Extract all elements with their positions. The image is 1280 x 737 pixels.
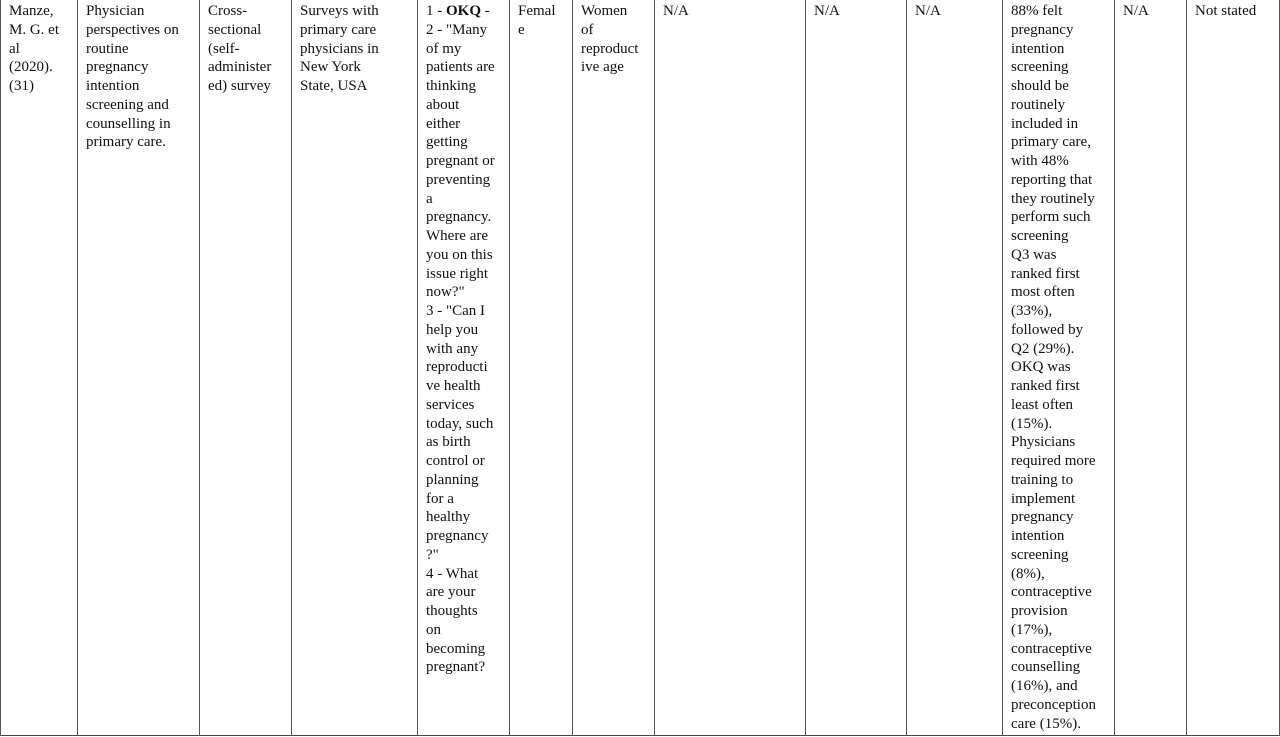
question-line: you on this bbox=[426, 246, 493, 263]
cell-study-title bbox=[78, 0, 199, 737]
title-line: routine bbox=[86, 40, 129, 57]
findings-line: (17%), bbox=[1011, 621, 1053, 638]
setting-line: Surveys with bbox=[300, 3, 379, 19]
title-line: primary care. bbox=[86, 134, 166, 151]
findings-line: with 48% bbox=[1011, 153, 1069, 169]
title-line: perspectives on bbox=[86, 21, 179, 38]
question-line: control or bbox=[426, 453, 485, 469]
question-line: patients are bbox=[426, 59, 495, 76]
question-line: Where are bbox=[426, 228, 489, 244]
title-line: counselling in bbox=[86, 115, 171, 132]
question-line: with any bbox=[426, 340, 479, 357]
question-line: issue right bbox=[426, 265, 489, 282]
findings-line: counselling bbox=[1011, 659, 1081, 676]
question-line: help you bbox=[426, 321, 479, 338]
author-line: al bbox=[9, 40, 20, 57]
population-line: reproduct bbox=[581, 40, 639, 57]
question-line: 2 - "Many bbox=[426, 21, 488, 38]
sex-line: e bbox=[518, 21, 525, 38]
question-line: ve health bbox=[426, 378, 481, 394]
findings-line: (16%), and bbox=[1011, 678, 1078, 694]
findings-line: (15%). bbox=[1011, 415, 1053, 432]
population-line: ive age bbox=[581, 59, 624, 76]
author-line: Manze, bbox=[9, 3, 54, 19]
col9-value: N/A bbox=[814, 3, 840, 19]
cell-col13 bbox=[1187, 0, 1279, 737]
design-line: administer bbox=[208, 59, 272, 76]
findings-line: contraceptive bbox=[1011, 584, 1092, 601]
findings-line: 88% felt bbox=[1011, 3, 1063, 19]
cell-sex bbox=[510, 0, 572, 737]
population-line: of bbox=[581, 21, 594, 38]
findings-line: implement bbox=[1011, 490, 1076, 507]
findings-line: should be bbox=[1011, 78, 1069, 94]
col10-value: N/A bbox=[915, 3, 941, 19]
findings-line: routinely bbox=[1011, 96, 1066, 113]
title-line: screening and bbox=[86, 96, 169, 113]
question-line: getting bbox=[426, 134, 468, 151]
setting-line: State, USA bbox=[300, 78, 368, 94]
findings-line: Q3 was bbox=[1011, 246, 1057, 263]
title-line: pregnancy bbox=[86, 59, 149, 76]
cell-col10 bbox=[907, 0, 1002, 737]
cell-author bbox=[1, 0, 77, 737]
question-line: are your bbox=[426, 584, 476, 601]
question-line: either bbox=[426, 115, 461, 132]
design-line: sectional bbox=[208, 21, 262, 38]
findings-line: followed by bbox=[1011, 321, 1084, 338]
author-line: (31) bbox=[9, 78, 34, 94]
findings-line: ranked first bbox=[1011, 265, 1080, 282]
findings-line: (33%), bbox=[1011, 303, 1053, 319]
question-line: about bbox=[426, 96, 460, 113]
title-line: Physician bbox=[86, 3, 145, 19]
findings-line: most often bbox=[1011, 284, 1075, 301]
findings-line: they routinely bbox=[1011, 190, 1095, 207]
question-line: now?" bbox=[426, 284, 465, 301]
author-line: M. G. et bbox=[9, 21, 59, 38]
findings-line: preconception bbox=[1011, 696, 1096, 713]
question-line: services bbox=[426, 396, 475, 413]
findings-line: Q2 (29%). bbox=[1011, 340, 1075, 357]
question-line: reproducti bbox=[426, 359, 488, 376]
q1-okq-label: OKQ bbox=[446, 3, 482, 19]
cell-col12 bbox=[1115, 0, 1186, 737]
findings-line: screening bbox=[1011, 546, 1069, 563]
findings-line: pregnancy bbox=[1011, 21, 1074, 38]
setting-line: primary care bbox=[300, 21, 377, 38]
findings-line: primary care, bbox=[1011, 134, 1091, 151]
q1-prefix: 1 - bbox=[426, 3, 446, 19]
findings-line: least often bbox=[1011, 396, 1074, 413]
cell-col9 bbox=[806, 0, 906, 737]
setting-line: physicians in bbox=[300, 40, 379, 57]
findings-line: OKQ was bbox=[1011, 359, 1071, 376]
question-line: 3 - "Can I bbox=[426, 303, 486, 319]
question-line: pregnant or bbox=[426, 153, 495, 169]
cell-setting bbox=[292, 0, 417, 737]
cell-study-design bbox=[200, 0, 291, 737]
findings-line: (8%), bbox=[1011, 565, 1045, 582]
cell-findings bbox=[1003, 0, 1114, 737]
question-line: preventing bbox=[426, 171, 491, 188]
question-line: pregnant? bbox=[426, 659, 486, 676]
findings-line: required more bbox=[1011, 453, 1096, 469]
question-line: on bbox=[426, 621, 441, 638]
question-line: healthy bbox=[426, 509, 471, 526]
findings-line: provision bbox=[1011, 603, 1068, 619]
design-line: Cross- bbox=[208, 3, 248, 19]
question-line: pregnancy. bbox=[426, 209, 492, 226]
q1-suffix: - bbox=[481, 3, 490, 19]
findings-line: contraceptive bbox=[1011, 640, 1092, 657]
col12-value: N/A bbox=[1123, 3, 1149, 19]
col13-value: Not stated bbox=[1195, 3, 1257, 19]
findings-line: screening bbox=[1011, 59, 1069, 76]
population-line: Women bbox=[581, 3, 628, 19]
question-line: as birth bbox=[426, 434, 471, 451]
question-line: thoughts bbox=[426, 603, 478, 619]
design-line: (self- bbox=[208, 40, 240, 57]
findings-line: perform such bbox=[1011, 209, 1091, 226]
findings-line: reporting that bbox=[1011, 171, 1093, 188]
question-line: becoming bbox=[426, 640, 486, 657]
question-line: for a bbox=[426, 490, 454, 507]
question-line: today, such bbox=[426, 415, 494, 432]
cell-col8 bbox=[655, 0, 805, 737]
findings-line: pregnancy bbox=[1011, 509, 1074, 526]
design-line: ed) survey bbox=[208, 78, 271, 94]
findings-line: included in bbox=[1011, 115, 1079, 132]
question-line: a bbox=[426, 190, 433, 207]
question-1-line bbox=[426, 2, 505, 21]
cell-screening-questions bbox=[418, 0, 509, 737]
findings-line: Physicians bbox=[1011, 434, 1076, 451]
question-line: of my bbox=[426, 40, 462, 57]
findings-line: care (15%). bbox=[1011, 715, 1081, 732]
question-line: 4 - What bbox=[426, 565, 479, 582]
findings-line: training to bbox=[1011, 471, 1074, 488]
title-line: intention bbox=[86, 78, 140, 94]
author-line: (2020). bbox=[9, 59, 53, 76]
findings-line: screening bbox=[1011, 228, 1069, 244]
findings-line: intention bbox=[1011, 528, 1065, 544]
findings-line: intention bbox=[1011, 40, 1065, 57]
col8-value: N/A bbox=[663, 3, 689, 19]
findings-line: ranked first bbox=[1011, 378, 1080, 394]
question-line: planning bbox=[426, 471, 479, 488]
question-line: pregnancy bbox=[426, 528, 489, 544]
cell-population bbox=[573, 0, 654, 737]
question-line: thinking bbox=[426, 78, 477, 94]
setting-line: New York bbox=[300, 59, 361, 76]
question-line: ?" bbox=[426, 546, 439, 563]
sex-line: Femal bbox=[518, 3, 556, 19]
